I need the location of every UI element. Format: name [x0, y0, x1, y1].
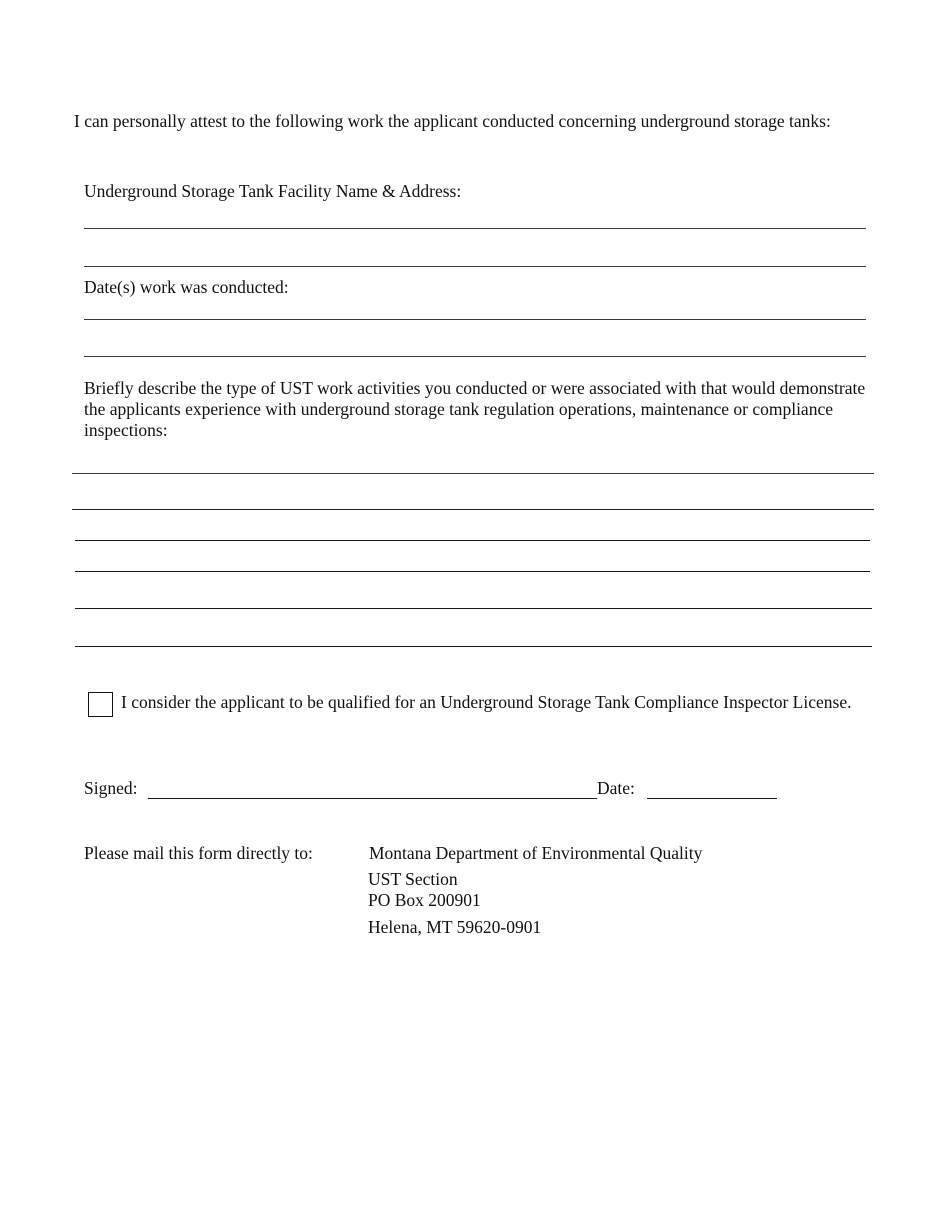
- date-label: Date:: [597, 778, 635, 798]
- mail-instructions-label: Please mail this form directly to:: [84, 843, 313, 863]
- qualified-statement: I consider the applicant to be qualified for an Underground Storage Tank Compliance Inspector License.: [121, 692, 852, 712]
- date-line[interactable]: [647, 798, 777, 799]
- dates-line-1[interactable]: [84, 319, 866, 320]
- description-line-4[interactable]: [75, 571, 870, 572]
- mailing-city-state-zip: Helena, MT 59620-0901: [368, 917, 542, 937]
- signature-line[interactable]: [148, 798, 597, 799]
- signed-label: Signed:: [84, 778, 138, 798]
- work-description-prompt: Briefly describe the type of UST work activities you conducted or were associated with that would demonstrate the applicants experience with underground storage tank regulation operations, maintenance or compliance inspections:: [84, 378, 866, 440]
- description-line-2[interactable]: [72, 509, 874, 510]
- qualified-checkbox[interactable]: [88, 692, 113, 717]
- description-line-1[interactable]: [72, 473, 874, 474]
- mailing-section: UST Section: [368, 869, 458, 889]
- dates-line-2[interactable]: [84, 356, 866, 357]
- description-line-3[interactable]: [75, 540, 870, 541]
- description-line-6[interactable]: [75, 646, 872, 647]
- mailing-organization: Montana Department of Environmental Quality: [369, 843, 703, 863]
- description-line-5[interactable]: [75, 608, 872, 609]
- facility-name-address-label: Underground Storage Tank Facility Name & Address:: [84, 181, 462, 201]
- intro-text: I can personally attest to the following work the applicant conducted concerning underground storage tanks:: [74, 111, 831, 131]
- facility-line-2[interactable]: [84, 266, 866, 267]
- facility-line-1[interactable]: [84, 228, 866, 229]
- dates-conducted-label: Date(s) work was conducted:: [84, 277, 289, 297]
- mailing-po-box: PO Box 200901: [368, 890, 481, 910]
